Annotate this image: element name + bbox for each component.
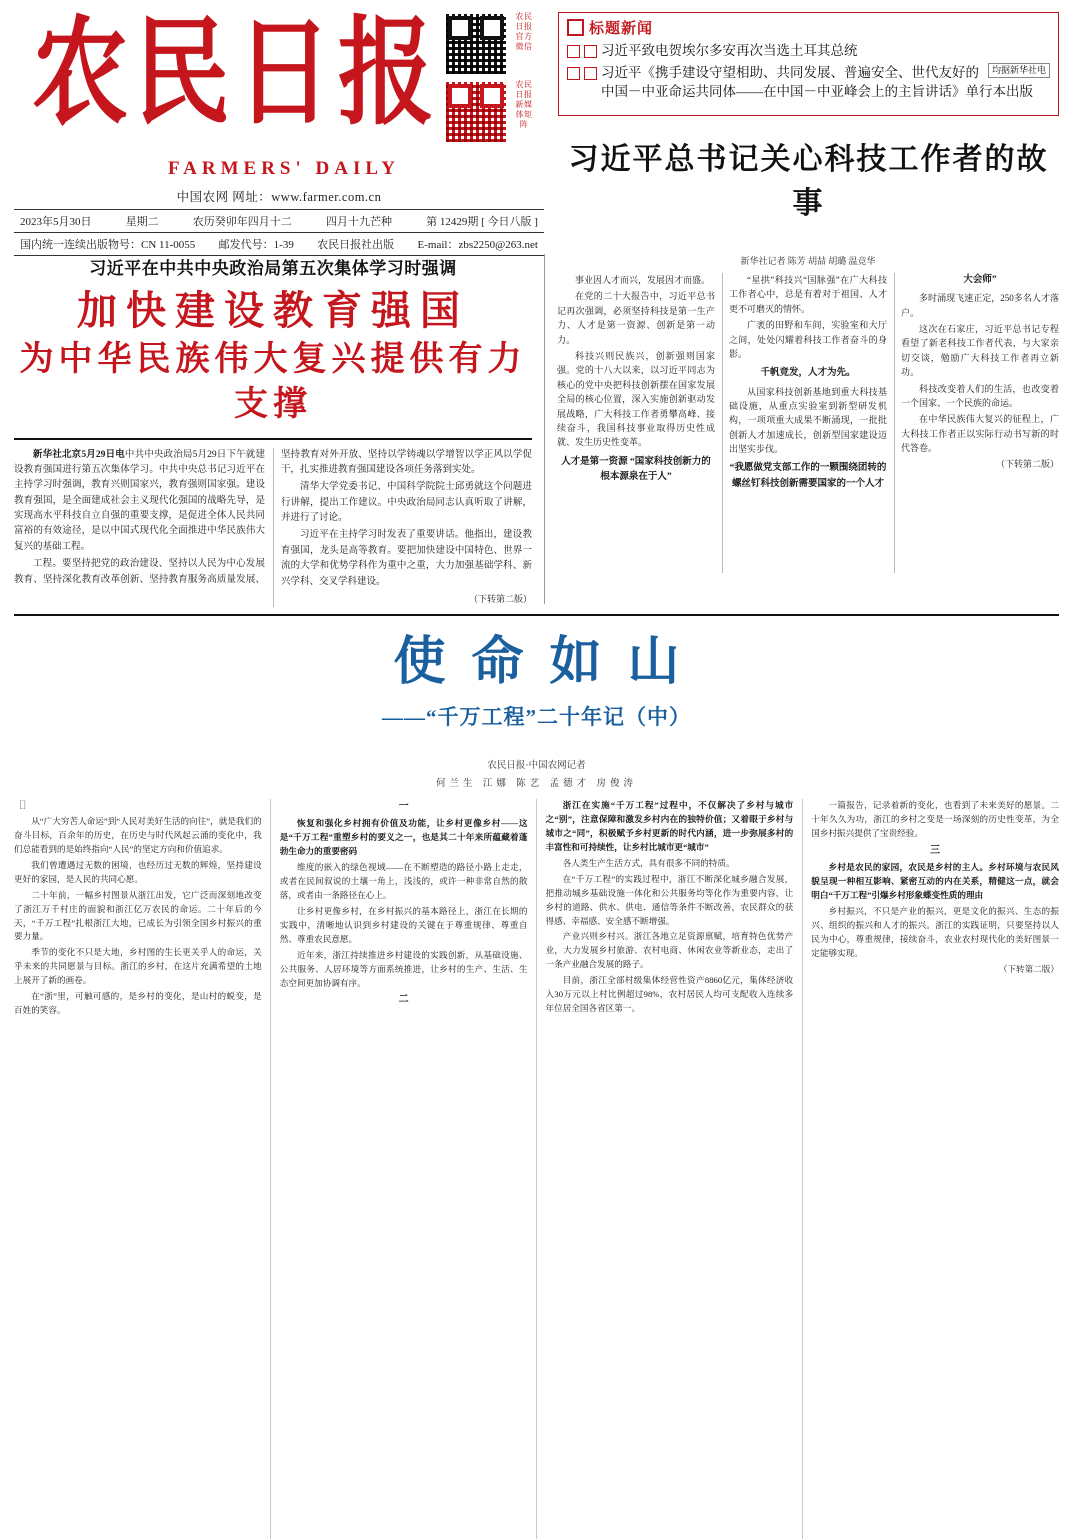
inline-subhead: “我愿做党支部工作的一颗围绕团转的螺丝钉科技创新需要国家的一个人才大会师” [729,275,997,489]
nameplate-english: FARMERS' DAILY [167,157,401,179]
paragraph: 近年来，浙江持续推进乡村建设的实践创新，从基础设施、公共服务、人居环境等方面系统推进，让乡村的生产、生活、生态空间更加协调有序。 [279,949,528,988]
paragraph: 各人类生产生活方式，具有很多不同的特质。 [562,857,735,868]
paragraph: “星拱”科技兴“国脉强”在广大科技工作者心中，总是有着对于祖国、人才更不可磨灭的情怀。 [729,275,887,314]
paragraph: 在“千万工程”的实践过程中，浙江不断深化城乡融合发展，把推动城乡基础设施一体化和公共服务均等化作为重要内容，让乡村的道路、供水、供电、通信等条件不断改善，农民群众的获得感、幸福感、安全感不断增强。 [545,873,794,926]
publish-date: 2023年5月30日 [20,215,92,228]
qr-caption-matrix: 农民日报 新媒体矩阵 [515,80,533,129]
qr-pair-top [444,12,536,76]
lead-headline [14,285,532,428]
solar-term: 四月十九芒种 [325,215,392,228]
right-feature-title: 习近平总书记关心科技工作者的故事 [568,143,1049,220]
masthead-left [14,8,544,256]
paragraph: 广袤的田野和车间，实验室和大厅之间，处处闪耀着科技工作者奋斗的身影。 [729,320,887,359]
feature-bold-paragraph: 恢复和强化乡村拥有价值及功能，让乡村更像乡村——这是“千万工程”重塑乡村的要义之一，也是其二十年来所蕴藏着蓬勃生命力的重要密码 [279,818,528,857]
feature-title: 使命如山 [393,634,706,691]
headline-news-item-text [601,63,1050,102]
feature-bold-paragraph: 乡村是农民的家园，农民是乡村的主人。乡村环境与农民风貌呈现一种相互影响、紧密互动的内在关系，精健这一点，就会明白“千万工程”引爆乡村形象蝶变性质的理由 [811,862,1059,900]
continuation-note: （下转第二版） [468,593,532,604]
feature-subtitle: ——“千万工程”二十年记（中） [382,705,691,730]
headline-news-title-row [567,17,1050,38]
feature-left-label: ［］ [14,800,32,811]
weekday: 星期二 [125,215,159,228]
headline-news-item-text: 习近平致电贺埃尔多安再次当选土耳其总统 [601,43,858,58]
paragraph: 从“广大穷苦人命运”到“人民对美好生活的向往”，就是我们的奋斗目标，百余年的历史，在历史与时代风起云涌的变化中，我们总能看到的是始终指向“人民”的坚定方向和价值追求。 [14,816,262,854]
paragraph: 目前，浙江全部村级集体经营性资产8860亿元，集体经济收入30万元以上村比例超过98%，农村居民人均可支配收入连续多年位居全国各省区第一。 [545,975,794,1014]
postal-code: 邮发代号：1-39 [218,238,294,251]
headline-news-box [558,12,1059,116]
paragraph: 在“浙”里，可触可感的，是乡村的变化，是山村的蜕变，是百姓的笑容。 [14,991,262,1016]
info-row-date [14,209,544,233]
continuation-note: （下转第二版） [995,459,1059,470]
publisher: 农民日报社出版 [317,238,395,251]
paragraph: 二十年前，一幅乡村图景从浙江出发，它广泛而深刻地改变了浙江万千村庄的面貌和浙江亿万农民的命运。二十年后的今天，“千万工程”扎根浙江大地，已成长为引领全国乡村振兴的重要力量。 [14,889,262,942]
paragraph-text: 中共中央政治局5月29日下午就建设教育强国进行第五次集体学习。中共中央总书记习近平在主持学习时强调，教育兴则国家兴，教育强则国家强。建设教育强国，是全面建成社会主义现代化强国的战略先导，是实现高水平科技自立自强的重要支撑，是促进全体人民共同富裕的有效途径，是以中国式现代化全面推进中华民族伟大复兴的基础工程。 [14,449,265,552]
section-top-stories [14,254,1059,604]
paragraph: 从国家科技创新基地到重大科技基础设施，从重点实验室到新型研发机构，一项项重大成果不断涌现，一批批创新人才加速成长，创新型国家建设迈出坚实步伐。 [729,386,887,455]
feature-body [14,799,1059,1539]
cn-number: 国内统一连续出版物号：CN 11-0055 [20,238,196,251]
bullet-square-icon [584,67,597,80]
right-feature-byline: 新华社记者 陈芳 胡喆 胡璐 温竞华 [740,256,876,266]
bullet-square-icon [567,45,580,58]
paragraph: 一篇报告，记录着新的变化，也看到了未来美好的愿景。二十年久久为功，浙江的乡村之变是一场深刻的历史性变革，为全国乡村振兴提供了宝贵经验。 [811,800,1059,839]
info-bar [14,209,544,256]
lead-kicker: 习近平在中共中央政治局第五次集体学习时强调 [89,259,457,278]
qr-code-block [444,12,536,144]
paragraph: 习近平在主持学习时发表了重要讲话。他指出，建设教育强国，龙头是高等教育。要把加快建设中国特色、世界一流的大学和优势学科作为重中之重，大力加强基础学科、新兴学科、交叉学科建设。 [281,530,532,587]
lunar-date: 农历癸卯年四月十二 [192,215,292,228]
paragraph: 在中华民族伟大复兴的征程上，广大科技工作者正以实际行动书写新的时代答卷。 [901,414,1059,454]
info-row-imprint [14,233,544,256]
lead-story-body [14,448,532,607]
paragraph: 我们曾遭遇过无数的困境，也经历过无数的辉煌，坚持建设更好的家园，是人民的共同心愿。 [14,859,262,884]
newspaper-nameplate: 农民日报 [32,8,440,139]
headline-news-item[interactable] [567,41,1050,61]
paragraph: 这次在石家庄，习近平总书记专程看望了新老科技工作者代表，与大家亲切交谈，勉励广大科技工作者再立新功。 [901,323,1059,378]
paragraph: 乡村振兴，不只是产业的振兴，更是文化的振兴、生态的振兴、组织的振兴和人才的振兴。浙江的实践证明，只要坚持以人民为中心，尊重规律，接续奋斗，农业农村现代化的美好图景一定能够实现。 [811,905,1059,958]
lead-story [14,254,544,604]
masthead [14,8,1059,251]
paragraph: 维度的嵌入的绿色视域——在不断塑造的路径小路上走走，或者在民间叙说的土壤一角上，浅浅的，或许一种非常自然的散落，或者由一条路径在心上。 [279,862,528,900]
dateline: 新华社北京5月29日电 [33,449,125,460]
headline-news-item-body: 习近平《携手建设守望相助、共同发展、普遍安全、世代友好的中国－中亚命运共同体——在中国－中亚峰会上的主旨讲话》单行本出版 [601,64,1033,100]
paragraph: 科技改变着人们的生活，也改变着一个国家、一个民族的命运。 [901,383,1059,408]
section-feature [14,634,1059,1539]
qr-code-icon[interactable] [444,12,508,76]
flag-icon [567,19,584,36]
feature-bold-paragraph: 浙江在实施“千万工程”过程中，不仅解决了乡村与城市之“别”，注意保障和激发乡村内在的独特价值；又着眼于乡村与城市之“同”，积极赋予乡村更新的时代内涵，进一步弥展多村的丰富性和可持续性，让乡村比城市更“城市” [545,800,794,852]
paragraph: 工程。要坚持把党的政治建设、坚持以人民为中心发展教育、坚持深化教育改革创新、坚持教育服务高质量发展、坚持教育对外开放、坚持以学铸魂以学增智以学正风以学促干，扎实推进教育强国建设各项任务落到实处。 [14,449,532,585]
headline-news-item[interactable] [567,63,1050,102]
feature-section-number: 二 [398,994,409,1006]
lead-headline-line2: 为中华民族伟大复兴提供有力支撑 [19,340,527,423]
masthead-right [544,8,1059,222]
paragraph: 清华大学党委书记、中国科学院院士邱勇就这个问题进行讲解，提出工作建议。中央政治局同志认真听取了讲解，并进行了讨论。 [281,482,532,524]
bullet-square-icon [584,45,597,58]
paragraph: 产业兴则乡村兴。浙江各地立足资源禀赋，培育特色优势产业，大力发展乡村旅游、农村电商、休闲农业等新业态，走出了一条产业融合发展的路子。 [545,931,794,970]
section-divider [14,614,1059,616]
feature-section-number: 一 [398,801,409,813]
paragraph: 事业因人才而兴，发展因才而盛。 [575,275,711,285]
right-feature-body [557,273,1059,573]
paragraph: 季节的变化不只是大地，乡村图的生长更关乎人的命运，关乎未来的共同愿景与目标。浙江的乡村，在这片充满希望的土地上展开了新的画卷。 [14,947,262,986]
feature-byline-label: 农民日报·中国农网记者 [487,761,586,772]
headline-news-title: 标题新闻 [589,21,654,37]
right-feature-story [544,254,1059,604]
continuation-note: （下转第二版） [998,963,1059,974]
qr-code-red-icon[interactable] [444,80,508,144]
divider [14,438,532,440]
bullet-square-icon [567,67,580,80]
inline-subhead: 人才是第一资源 “国家科技创新力的根本源泉在于人” [561,456,711,482]
nameplate-website: 中国农网 网址：www.farmer.com.cn [176,189,382,204]
paragraph: 科技兴则民族兴，创新强则国家强。党的十八大以来，以习近平同志为核心的党中央把科技创新摆在国家发展全局的核心位置，深入实施创新驱动发展战略，广大科技工作者勇攀高峰、接续奋斗，我国科技事业取得历史性成就、发生历史性变革。 [557,350,715,448]
feature-byline [14,757,1059,789]
lead-headline-line1: 加快建设教育强国 [77,288,469,333]
paragraph: 让乡村更像乡村，在乡村振兴的基本路径上，浙江在长期的实践中，清晰地认识到乡村建设的关键在于尊重规律、尊重自然、尊重农民意愿。 [279,905,528,944]
paragraph [14,448,265,556]
feature-section-number: 三 [930,844,941,856]
email: E-mail：zbs2250@263.net [417,238,538,251]
news-source-badge: 均据新华社电 [988,63,1050,78]
inline-subhead: 千帆竞发，人才为先。 [760,368,856,379]
qr-pair-bottom [444,80,536,144]
issue-number: 第 12429期 [ 今日八版 ] [426,215,538,228]
qr-caption-wechat: 农民日报 官方微信 [515,12,533,51]
feature-byline-names: 何兰生 江娜 陈艺 孟德才 房俊涛 [435,779,637,790]
paragraph: 多时涌现飞速正定，250多名人才落户。 [901,293,1059,318]
paragraph: 在党的二十大报告中，习近平总书记再次强调，必须坚持科技是第一生产力、人才是第一资源、创新是第一动力。 [557,291,715,345]
